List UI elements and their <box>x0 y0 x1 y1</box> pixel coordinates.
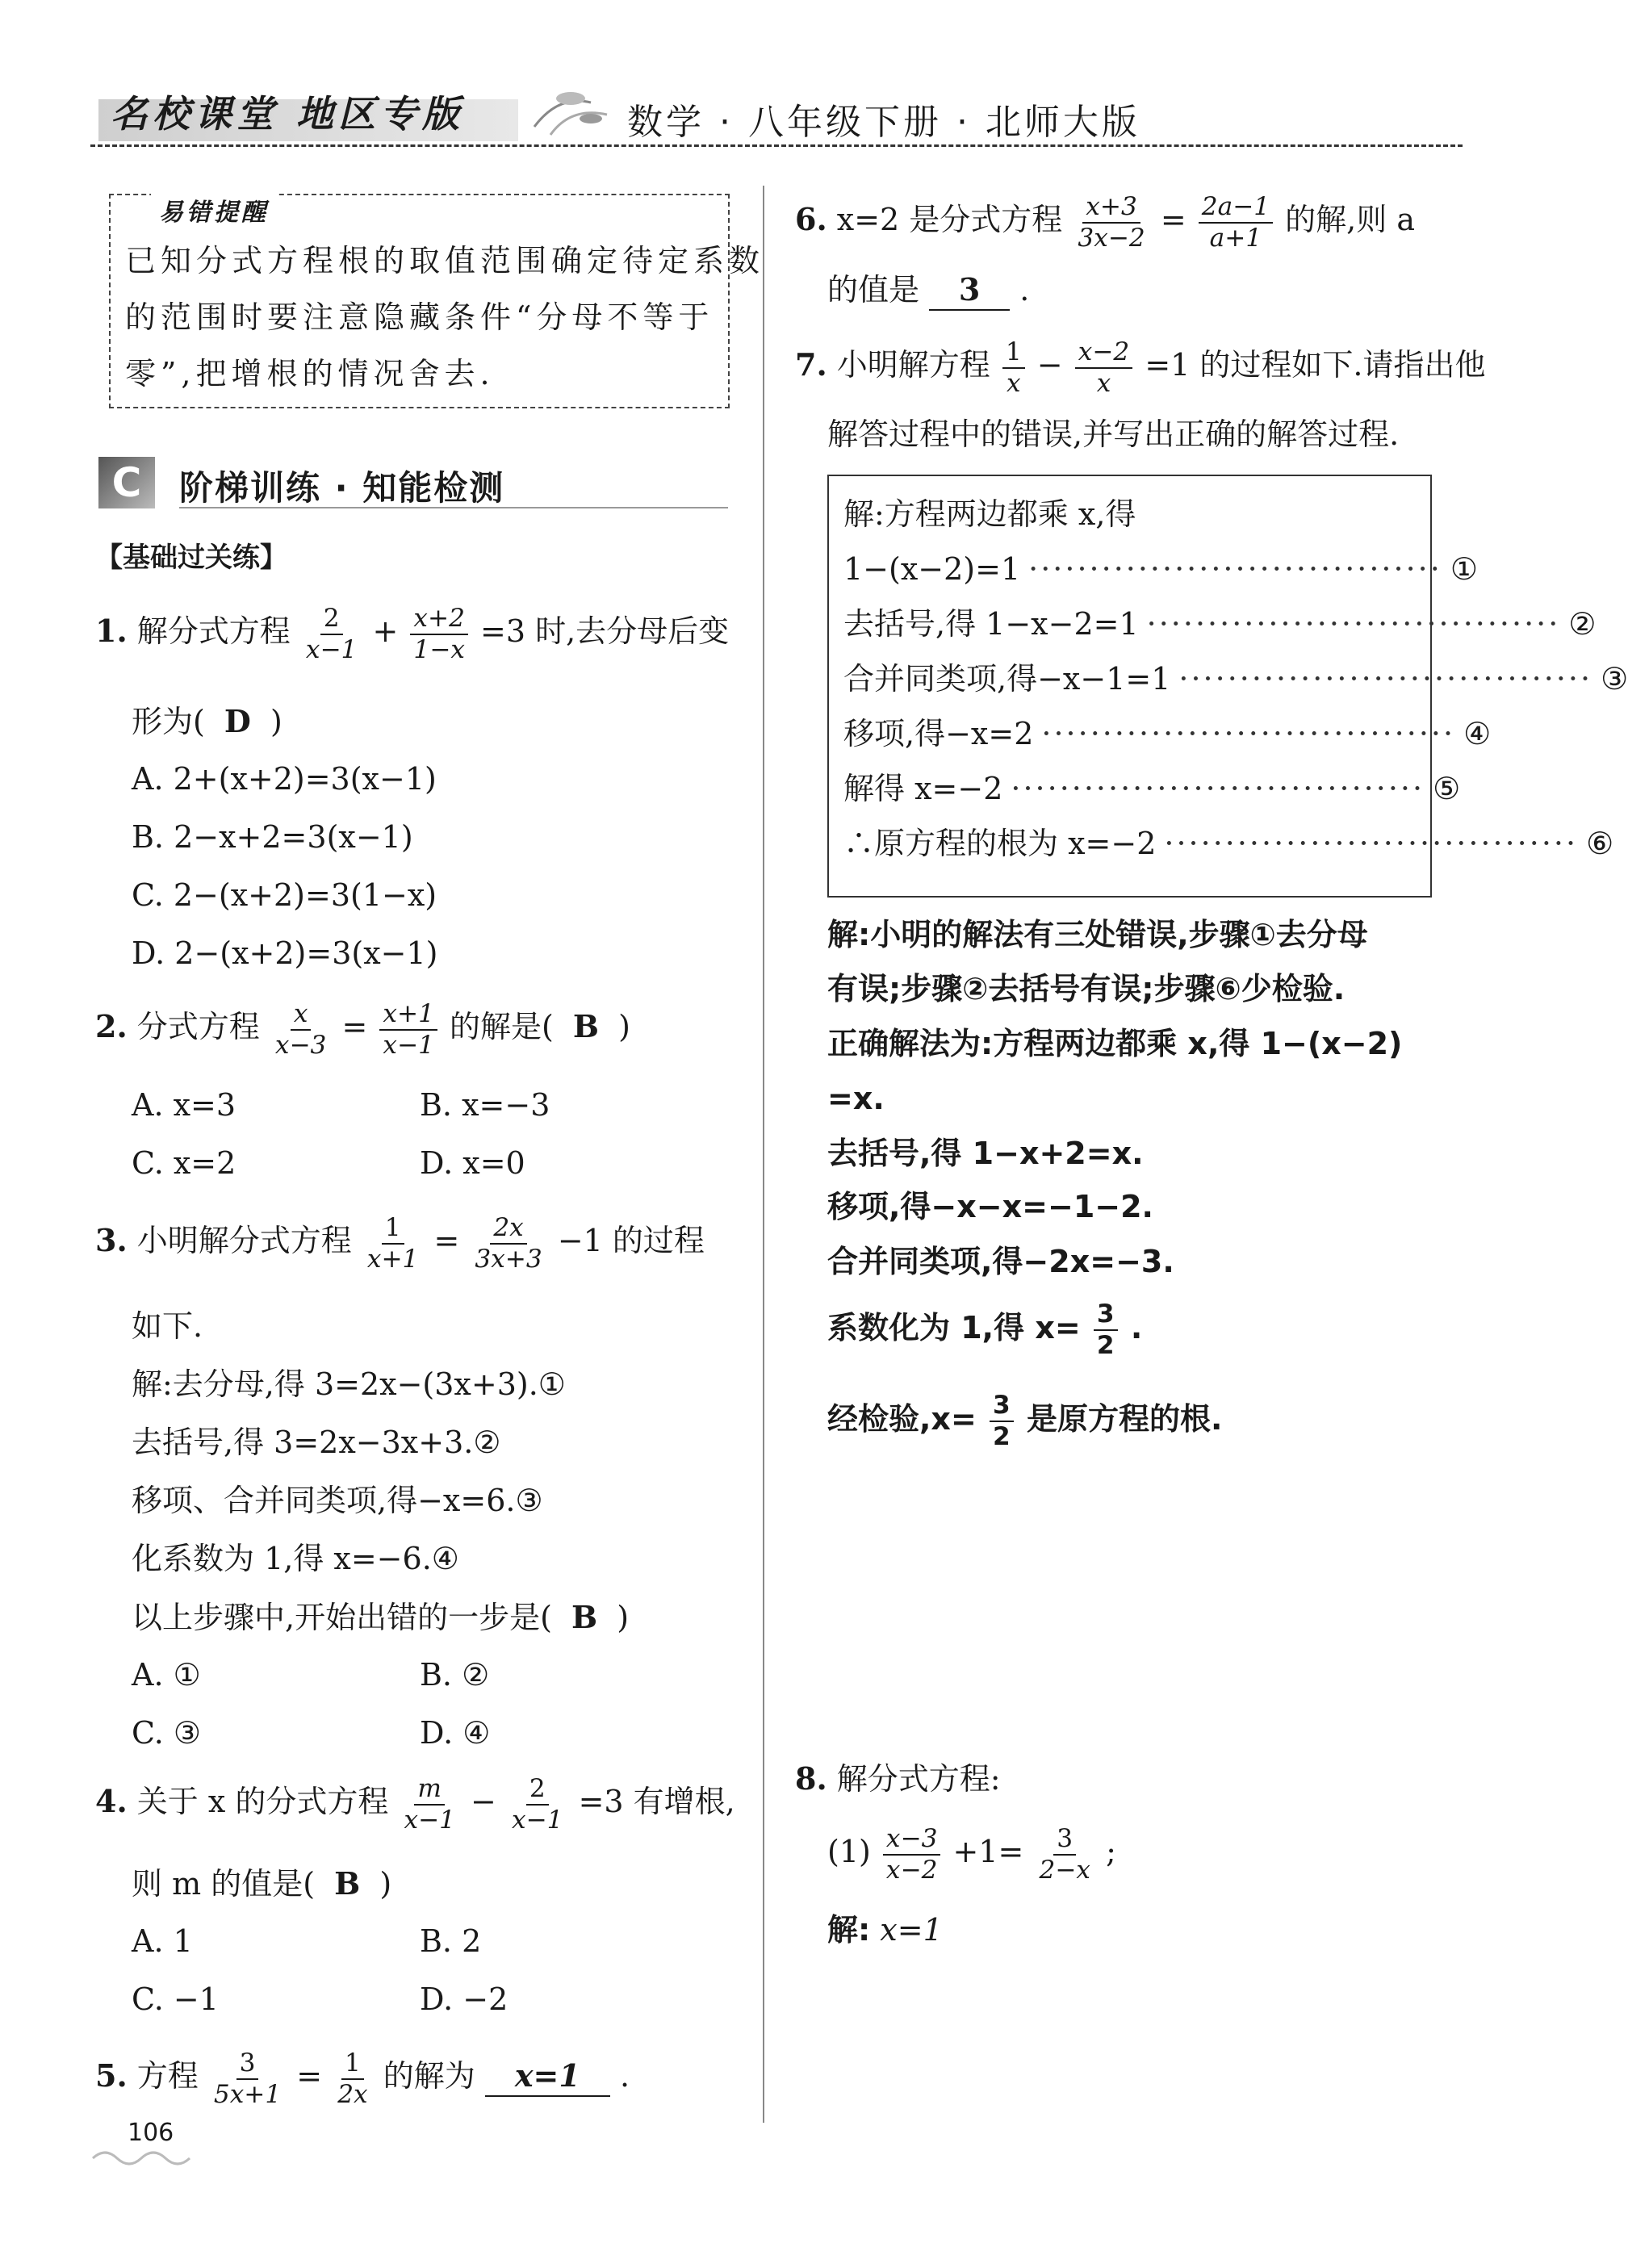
q7-text: . <box>1130 1310 1143 1346</box>
q6-stem <box>795 194 1415 251</box>
q3-option: C. ③ <box>132 1715 201 1751</box>
q7-text: 经检验,x= <box>827 1401 977 1437</box>
frac-num: 3 <box>1094 1301 1118 1331</box>
frac-den: x <box>1096 368 1111 398</box>
frac-den: x+1 <box>366 1244 419 1274</box>
frac-num: 1 <box>382 1215 404 1245</box>
section-heading <box>98 454 728 514</box>
reminder-box <box>109 194 765 408</box>
q3-answer: B <box>571 1599 598 1635</box>
q8-number: 8. <box>795 1760 827 1797</box>
q2-op: = <box>341 1009 368 1045</box>
q1-stem <box>95 605 729 663</box>
q8-sol: x=1 <box>880 1912 943 1948</box>
frac-den: 2 <box>993 1421 1011 1451</box>
header-brand: 名校课堂 地区专版 <box>111 92 465 136</box>
q7-text: 是原方程的根. <box>1026 1401 1223 1437</box>
q3-text: ) <box>617 1600 630 1635</box>
q7-line2: 解答过程中的错误,并写出正确的解答过程. <box>827 416 1400 452</box>
q6-text: 的解,则 a <box>1285 202 1415 238</box>
q8-text: ; <box>1106 1834 1116 1870</box>
q4-option: B. 2 <box>420 1923 482 1959</box>
q7-stem <box>795 339 1486 396</box>
frac-den: a+1 <box>1209 223 1262 253</box>
q2-text: 分式方程 <box>136 1009 260 1045</box>
q5-frac-1 <box>211 2050 284 2107</box>
q5-text: 方程 <box>136 2058 199 2094</box>
frac-num: 2 <box>526 1776 549 1806</box>
q7-box-step: 合并同类项,得−x−1=1 ·································· ③ <box>843 660 1417 699</box>
q1-text: 形为( <box>132 704 205 739</box>
q7-answer-line: 移项,得−x−x=−1−2. <box>827 1189 1153 1224</box>
header-subtitle: 数学 · 八年级下册 · 北师大版 <box>627 102 1140 143</box>
q6-text: . <box>1019 272 1030 308</box>
q2-option: B. x=−3 <box>420 1087 550 1123</box>
q6-line2 <box>827 270 1029 311</box>
frac-num: 3 <box>236 2050 259 2080</box>
q1-frac-2 <box>410 605 468 663</box>
q7-answer-line: 解:小明的解法有三处错误,步骤①去分母 <box>827 917 1368 952</box>
q3-number: 3. <box>95 1222 128 1259</box>
q7-answer-line: 有误;步骤②去括号有误;步骤⑥少检验. <box>827 971 1346 1006</box>
q7-frac-2 <box>1075 339 1133 396</box>
q1-option: D. 2−(x+2)=3(x−1) <box>132 935 438 971</box>
q8-text: (1) <box>827 1834 871 1870</box>
q7-number: 7. <box>795 346 827 383</box>
frac-num: 2a−1 <box>1199 194 1273 224</box>
q1-op: + <box>372 613 399 650</box>
frac-num: x−3 <box>883 1826 941 1856</box>
q3-ask <box>132 1598 629 1638</box>
frac-num: 3 <box>1053 1826 1076 1856</box>
q8-frac-2 <box>1036 1826 1094 1883</box>
q7-text: =1 的过程如下.请指出他 <box>1145 347 1486 383</box>
q1-option: B. 2−x+2=3(x−1) <box>132 819 413 855</box>
q1-answer: D <box>224 703 251 739</box>
q7-answer-line: 正确解法为:方程两边都乘 x,得 1−(x−2) <box>827 1026 1403 1061</box>
q7-step-text: 去括号,得 1−x−2=1 <box>843 606 1139 642</box>
header-rule <box>90 144 1463 147</box>
reminder-line: 零”,把增根的情况舍去. <box>125 356 495 391</box>
frac-num: 1 <box>341 2050 364 2080</box>
q3-option: B. ② <box>420 1657 490 1693</box>
q7-box-step: 移项,得−x=2 ·································· ④ <box>843 715 1417 754</box>
q3-op: = <box>433 1223 460 1259</box>
q7-box-step: ∴原方程的根为 x=−2 ·································· ⑥ <box>843 825 1417 864</box>
footer-ornament-icon <box>89 2147 202 2170</box>
q3-line: 化系数为 1,得 x=−6.④ <box>132 1541 459 1576</box>
section-rule <box>179 507 728 508</box>
q4-frac-2 <box>508 1776 567 1833</box>
header-leaf-icon <box>526 78 615 143</box>
q7-step-mark: ① <box>1450 551 1478 587</box>
q6-text: x=2 是分式方程 <box>836 202 1063 238</box>
q2-option: C. x=2 <box>132 1145 236 1181</box>
frac-num: x−2 <box>1075 339 1133 369</box>
q5-op: = <box>296 2058 323 2094</box>
section-title: 阶梯训练 · 知能检测 <box>179 468 505 508</box>
q1-frac-1 <box>303 605 361 663</box>
q4-stem <box>95 1776 735 1833</box>
q7-work-box <box>827 475 1628 898</box>
q4-text: 关于 x 的分式方程 <box>136 1784 389 1820</box>
q6-frac-2 <box>1199 194 1273 251</box>
q2-number: 2. <box>95 1008 128 1045</box>
frac-den: x−1 <box>404 1805 455 1835</box>
q7-step-text: 移项,得−x=2 <box>843 716 1034 751</box>
header <box>90 69 1463 153</box>
frac-num: 3 <box>990 1392 1014 1422</box>
q7-step-mark: ③ <box>1601 661 1628 697</box>
q3-text: 小明解分式方程 <box>136 1223 352 1259</box>
q5-frac-2 <box>334 2050 370 2107</box>
q7-step-mark: ④ <box>1463 716 1492 751</box>
q7-coef-frac <box>1094 1301 1118 1358</box>
frac-den: x−1 <box>383 1030 434 1060</box>
q7-answer-line: 合并同类项,得−2x=−3. <box>827 1244 1174 1279</box>
q2-text: 的解是( <box>450 1009 554 1045</box>
q7-op: − <box>1036 347 1063 383</box>
q3-line: 解:去分母,得 3=2x−(3x+3).① <box>132 1366 566 1402</box>
q4-answer: B <box>334 1865 361 1902</box>
q3-option: D. ④ <box>420 1715 491 1751</box>
q4-frac-1 <box>400 1776 458 1833</box>
q2-stem <box>95 1001 630 1058</box>
q7-answer-coef <box>827 1301 1142 1358</box>
q2-option: D. x=0 <box>420 1145 525 1181</box>
q3-option: A. ① <box>132 1657 201 1693</box>
q4-line2 <box>132 1864 391 1904</box>
q7-text: 系数化为 1,得 x= <box>827 1310 1081 1346</box>
q4-text: 则 m 的值是( <box>132 1866 316 1902</box>
q5-number: 5. <box>95 2057 128 2094</box>
q2-frac-2 <box>379 1001 437 1058</box>
q4-op: − <box>471 1784 496 1820</box>
q5-text: 的解为 <box>383 2058 475 2094</box>
frac-den: 3x−2 <box>1078 223 1145 253</box>
q1-text: ) <box>270 704 282 739</box>
q5-text: . <box>619 2058 630 2094</box>
frac-den: x <box>1007 368 1021 398</box>
frac-den: 1−x <box>413 634 465 664</box>
q6-op: = <box>1160 202 1186 238</box>
q7-answer-line: 去括号,得 1−x+2=x. <box>827 1136 1144 1171</box>
column-divider <box>763 186 764 2123</box>
frac-num: m <box>414 1776 445 1806</box>
frac-num: x+1 <box>379 1001 437 1031</box>
q7-box-step: 去括号,得 1−x−2=1 ·································· ② <box>843 605 1417 644</box>
q3-text: −1 的过程 <box>557 1223 705 1259</box>
reminder-line: 已知分式方程根的取值范围确定待定系数 <box>125 243 765 278</box>
q6-text: 的值是 <box>827 272 920 308</box>
frac-num: x+2 <box>410 605 468 635</box>
q2-text: ) <box>618 1009 630 1045</box>
q7-answer-check <box>827 1392 1222 1450</box>
q7-text: 小明解方程 <box>836 347 990 383</box>
q7-box-step: 1−(x−2)=1 ·································· ① <box>843 550 1417 589</box>
frac-den: 5x+1 <box>213 2079 282 2109</box>
q7-step-mark: ② <box>1568 606 1597 642</box>
q8-sol-label: 解: <box>827 1912 871 1948</box>
q7-box-step: 解得 x=−2 ·································· ⑤ <box>843 770 1417 809</box>
frac-den: 2 <box>1096 1330 1115 1360</box>
q8-stem <box>795 1760 1001 1799</box>
q2-option: A. x=3 <box>132 1087 236 1123</box>
section-badge: C <box>98 457 155 508</box>
frac-num: 2 <box>320 605 343 635</box>
q7-step-mark: ⑤ <box>1433 771 1461 806</box>
q1-line2 <box>132 702 282 742</box>
q8-solution <box>827 1911 943 1950</box>
q3-frac-2 <box>471 1215 545 1272</box>
q7-step-mark: ⑥ <box>1586 826 1614 861</box>
q8-frac-1 <box>883 1826 941 1883</box>
q7-step-text: 合并同类项,得−x−1=1 <box>843 661 1171 697</box>
page-number: 106 <box>128 2119 174 2147</box>
reminder-title: 易错提醒 <box>151 192 277 228</box>
frac-num: x <box>291 1001 312 1031</box>
q2-frac-1 <box>272 1001 330 1058</box>
q4-option: C. −1 <box>132 1981 219 2017</box>
q5-answer: x=1 <box>485 2057 610 2097</box>
frac-den: x−1 <box>305 634 358 664</box>
frac-num: 1 <box>1002 339 1025 369</box>
q6-number: 6. <box>795 201 827 238</box>
frac-num: 2x <box>490 1215 526 1245</box>
q3-line: 去括号,得 3=2x−3x+3.② <box>132 1425 501 1460</box>
q4-text: ) <box>379 1866 392 1902</box>
q1-text: 解分式方程 <box>136 613 291 650</box>
q6-frac-1 <box>1074 194 1148 251</box>
reminder-line: 的范围时要注意隐藏条件“分母不等于 <box>125 299 714 335</box>
frac-den: 2−x <box>1039 1855 1090 1885</box>
q7-frac-1 <box>1002 339 1025 396</box>
q4-option: D. −2 <box>420 1981 508 2017</box>
frac-den: x−2 <box>885 1855 938 1885</box>
q3-stem <box>95 1215 705 1272</box>
q7-answer-line: =x. <box>827 1081 885 1116</box>
q4-number: 4. <box>95 1783 128 1820</box>
q4-option: A. 1 <box>132 1923 193 1959</box>
q1-text: =3 时,去分母后变 <box>480 613 730 650</box>
frac-den: x−3 <box>274 1030 327 1060</box>
q6-answer: 3 <box>929 270 1010 311</box>
q7-step-text: ∴原方程的根为 x=−2 <box>843 826 1157 861</box>
q8-part1 <box>827 1826 1116 1883</box>
q8-text: 解分式方程: <box>836 1761 1001 1797</box>
q4-text: =3 有增根, <box>578 1784 735 1820</box>
frac-den: 3x+3 <box>475 1244 542 1274</box>
frac-num: x+3 <box>1082 194 1140 224</box>
q1-option: A. 2+(x+2)=3(x−1) <box>132 761 437 797</box>
q1-option: C. 2−(x+2)=3(1−x) <box>132 877 437 913</box>
q7-step-text: 1−(x−2)=1 <box>843 551 1021 587</box>
frac-den: 2x <box>337 2079 368 2109</box>
section-sub: 【基础过关练】 <box>95 542 287 574</box>
q7-check-frac <box>990 1392 1014 1450</box>
q3-text: 以上步骤中,开始出错的一步是( <box>132 1600 552 1635</box>
q5-stem <box>95 2050 630 2107</box>
q3-line: 移项、合并同类项,得−x=6.③ <box>132 1483 543 1518</box>
q7-step-text: 解得 x=−2 <box>843 771 1003 806</box>
q3-line: 如下. <box>132 1308 203 1344</box>
q1-number: 1. <box>95 613 128 650</box>
q2-answer: B <box>572 1008 600 1045</box>
q7-box-head: 解:方程两边都乘 x,得 <box>843 496 1136 532</box>
q8-op: +1= <box>952 1834 1024 1870</box>
q3-frac-1 <box>364 1215 422 1272</box>
frac-den: x−1 <box>511 1805 563 1835</box>
